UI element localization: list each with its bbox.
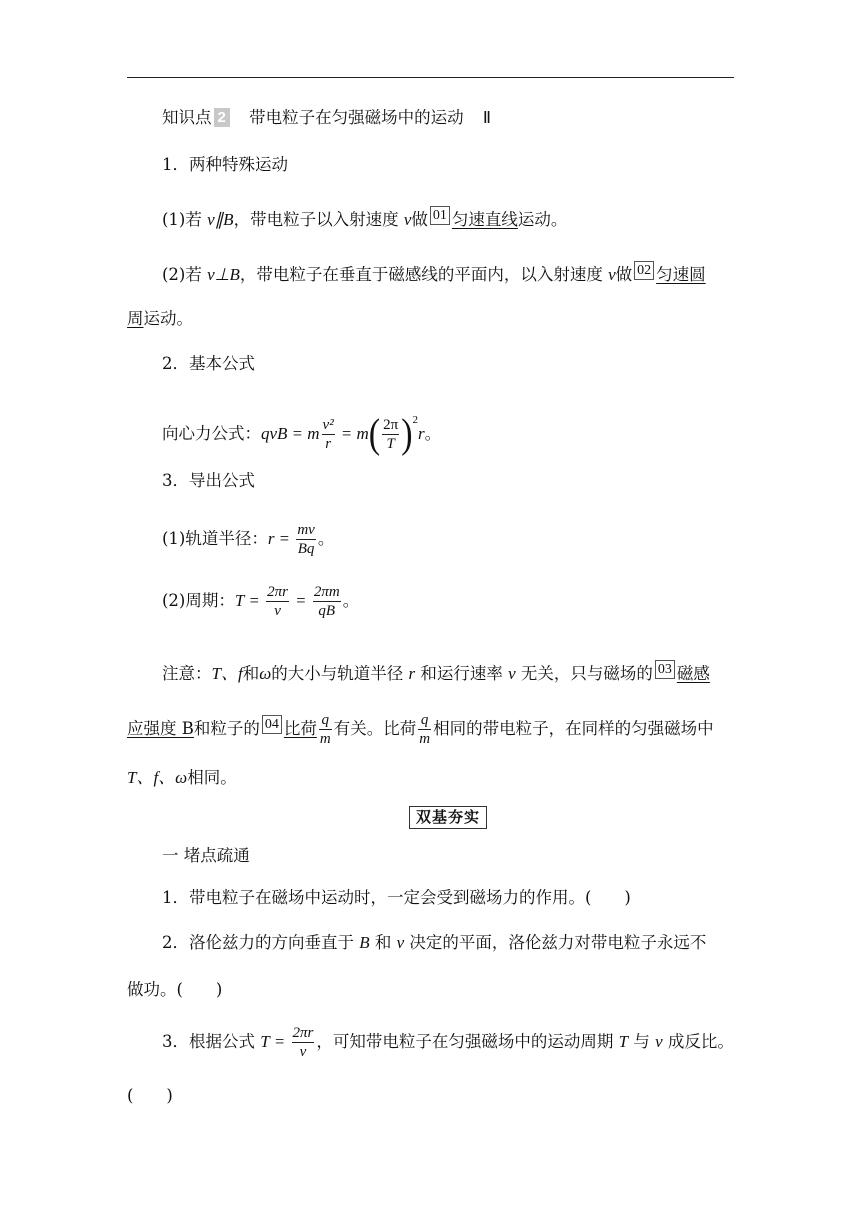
question-2-line1 [162,932,734,954]
text: ，可知带电粒子在匀强磁场中的运动周期 [316,1032,619,1051]
numerator: 2πr [292,1025,314,1041]
note-line3 [127,767,734,789]
formula-label: 向心力公式： [162,424,261,443]
denominator: r [325,436,332,452]
text: 2．洛伦兹力的方向垂直于 [162,933,360,952]
denominator: v [299,1044,307,1060]
var-T: T [234,591,245,610]
equals: = [341,424,352,443]
var-v: v [396,933,405,952]
var-r: r [408,664,416,683]
var-v: v [403,210,412,229]
question-3-line1 [162,1019,734,1065]
question-1: 1．带电粒子在磁场中运动时，一定会受到磁场力的作用。( ) [162,888,631,907]
text: 。 [342,591,360,610]
text: 相同。 [187,768,237,787]
numerator: mv [297,522,315,538]
text: (2)若 [162,265,208,284]
text: 与 [628,1032,656,1051]
fraction-q-over-m [319,711,332,748]
equals: = [296,591,306,610]
equals: = [292,424,302,443]
blank-number-box: 04 [262,715,282,734]
text: 运动。 [517,210,568,229]
right-paren: ) [401,411,413,457]
question-2-line2: 做功。( ) [127,980,223,999]
equals: = [279,529,290,548]
var-r: r [418,424,425,443]
period-formula [162,578,734,624]
note-line1 [162,660,734,685]
text: 做 [411,210,428,229]
text: 注意： [162,664,212,683]
equals: = [274,1032,285,1051]
section-level: Ⅱ [482,108,491,127]
fraction-q-over-m [418,711,431,748]
fraction-2pir-over-v [292,1024,315,1061]
check-heading: 一 堵点疏通 [162,846,250,865]
equals: = [249,591,259,610]
text: ，带电粒子以入射速度 [233,210,404,229]
blank-number-box: 01 [430,206,450,225]
text: 相同的带电粒子，在同样的匀强磁场中 [433,719,714,738]
centripetal-formula [162,397,734,457]
denominator: m [419,731,431,747]
text: 和 [242,664,260,683]
var-m: m [307,424,320,443]
text: 。 [424,424,442,443]
text: 。 [317,529,335,548]
item1-para2-line2 [127,308,734,330]
text: 做 [615,265,633,284]
answer-text: 周 [127,309,144,328]
var-r: r [267,529,275,548]
var-m: m [356,424,369,443]
section-title: 带电粒子在匀强磁场中的运动 [249,108,464,127]
section-number-badge: 2 [214,108,230,127]
exponent: 2 [412,414,419,426]
item1-para1 [162,206,734,231]
numerator: 2πm [313,584,340,600]
answer-text: 应强度 B [127,719,194,738]
var-T: T [618,1032,629,1051]
numerator: q [319,711,332,730]
denominator: T [386,436,395,452]
denominator: m [319,731,331,747]
answer-text: 磁感 [676,664,710,683]
vars: T、f、ω [127,768,188,787]
item1-heading: 1．两种特殊运动 [162,155,288,174]
var-v: v [608,265,616,284]
item1-para2-line1 [162,261,734,286]
denominator: qB [318,603,336,619]
text: (1)若 [162,210,208,229]
text: 和粒子的 [193,719,260,738]
numerator: 2π [383,417,399,433]
question-3-line2: ( ) [127,1086,173,1105]
answer-text: 匀速直线 [451,210,518,229]
section-prefix: 知识点 [162,108,212,127]
denominator: v [274,603,281,619]
denominator: Bq [297,541,315,557]
text: 的大小与轨道半径 [271,664,409,683]
blank-number-box: 02 [634,261,654,280]
answer-text: 匀速圆 [656,265,706,284]
formula-lhs: qvB [261,424,288,443]
numerator: q [418,711,431,730]
note-line2 [127,706,734,752]
text: 无关，只与磁场的 [515,664,653,683]
var-T: T [260,1032,270,1051]
text: 有关。比荷 [333,719,417,738]
section-tag: 双基夯实 [409,806,487,829]
fraction-2pi-over-T [382,416,399,453]
fraction-v2-over-r [322,416,335,453]
var-v: v [508,664,516,683]
vars: T、f [211,664,243,683]
section-heading [162,107,734,129]
var-v: v [655,1032,663,1051]
text: 运动。 [143,309,193,328]
text: 成反比。 [662,1032,734,1051]
item2-heading: 2．基本公式 [162,354,255,373]
text: 和运行速率 [415,664,509,683]
var-B: B [359,933,370,952]
text: 决定的平面，洛伦兹力对带电粒子永远不 [404,933,707,952]
answer-text: 比荷 [283,719,317,738]
formula-label: (1)轨道半径： [162,529,268,548]
condition: v⊥B [207,265,240,284]
item3-heading: 3．导出公式 [162,471,255,490]
condition: v∥B [207,210,234,229]
left-paren: ( [368,411,381,457]
radius-formula [162,516,734,562]
text: 3．根据公式 [162,1032,261,1051]
var-omega: ω [259,664,272,683]
numerator: 2πr [267,584,289,600]
blank-number-box: 03 [655,660,675,679]
fraction-mv-over-Bq [296,521,316,558]
fraction-2pim-over-qB [313,583,341,620]
fraction-2pir-over-v [266,583,289,620]
header-rule [127,77,734,78]
text: 和 [369,933,397,952]
formula-label: (2)周期： [162,591,235,610]
text: ，带电粒子在垂直于磁感线的平面内，以入射速度 [239,265,609,284]
numerator: v² [322,417,334,433]
